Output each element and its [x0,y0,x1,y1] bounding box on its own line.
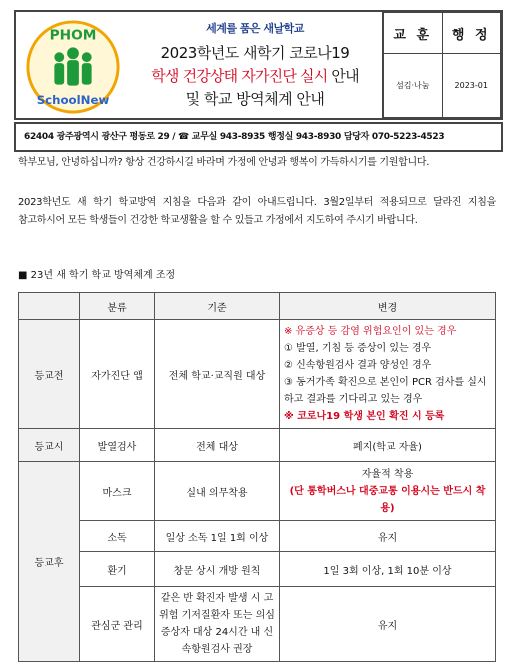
svg-text:PHOM: PHOM [49,27,97,44]
category-cell: 소독 [80,521,155,552]
title-line-2-rest: 안내 [327,67,359,85]
svg-text:SchoolNew: SchoolNew [36,93,110,108]
table-row [19,320,496,429]
header-category: 분류 [80,293,155,320]
change-cell [280,462,496,521]
table-header-row [19,293,496,320]
group-label: 등교시 [19,429,80,462]
change-cell [280,320,496,429]
criteria-cell: 같은 반 확진자 발생 시 고위험 기저질환자 또는 의심증상자 대상 24시간 내 신속항원검사 권장 [155,587,280,662]
school-name: 세계를 품은 새날학교 [206,22,304,35]
title-line-2 [124,65,386,86]
table-row [19,429,496,462]
page [8,8,505,660]
title-block [124,14,386,118]
greeting-paragraph: 학부모님, 안녕하십니까? 항상 건강하시길 바라며 가정에 안녕과 행복이 가득하시기를 기원합니다. [18,157,430,168]
criteria-cell: 전체 학교·교직원 대상 [155,320,280,429]
contact-address-bar: 62404 광주광역시 광산구 평동로 29 / ☎ 교무실 943-8935 행정실 943-8930 담당자 070-5223-4523 [14,122,503,152]
change-cell: 폐지(학교 자율) [280,429,496,462]
category-cell: 마스크 [80,462,155,521]
category-cell: 환기 [80,552,155,587]
category-cell: 자가진단 앱 [80,320,155,429]
change-cell: 1일 3회 이상, 1회 10분 이상 [280,552,496,587]
risk-item-3: ③ 동거가족 확진으로 본인이 PCR 검사를 실시하고 결과를 기다리고 있는 경우 [284,377,487,405]
mask-exception: (단 통학버스나 대중교통 이용시는 반드시 착용) [289,485,486,514]
motto-header: 교 훈 [384,13,443,54]
section-title: ■ 23년 새 학기 학교 방역체계 조정 [18,270,176,281]
motto-value: 섬김·나눔 [384,54,443,118]
mask-change: 자율적 착용 [361,468,414,480]
header-criteria: 기준 [155,293,280,320]
table-row [19,552,496,587]
criteria-cell: 전체 대상 [155,429,280,462]
document-header [14,10,503,120]
header-blank [19,293,80,320]
doc-number: 2023-01 [442,54,501,118]
table-row [19,587,496,662]
notice-paragraph: 2023학년도 새 학기 학교방역 지침을 다음과 같이 아내드립니다. 3월2일부터 적용되므로 달라진 지침을 참고하시어 모든 학생들이 건강한 학교생활을 할 수 있들고 가정에서 지도하여 주시기 바랍니다. [18,197,496,226]
table-row [19,462,496,521]
criteria-cell: 창문 상시 개방 원칙 [155,552,280,587]
header-change: 변경 [280,293,496,320]
group-label: 등교후 [19,462,80,662]
title-line-3: 및 학교 방역체계 안내 [185,90,325,108]
category-cell: 발열검사 [80,429,155,462]
change-cell: 유지 [280,521,496,552]
change-cell: 유지 [280,587,496,662]
criteria-cell: 실내 의무착용 [155,462,280,521]
risk-item-1: ① 발열, 기침 등 증상이 있는 경우 [284,343,432,354]
group-label: 등교전 [19,320,80,429]
title-line-1: 2023학년도 새학기 코로나19 [160,44,350,62]
admin-header: 행 정 [442,13,501,54]
table-row [19,521,496,552]
criteria-cell: 일상 소독 1일 1회 이상 [155,521,280,552]
school-logo [24,18,122,116]
title-highlight: 학생 건강상태 자가진단 실시 [151,67,328,85]
header-side-table [382,12,501,118]
risk-note: ※ 유증상 등 감염 위험요인이 있는 경우 [284,326,457,337]
quarantine-table [18,292,496,662]
register-note: ※ 코로나19 학생 본인 확진 시 등록 [284,411,445,422]
risk-item-2: ② 신속항원검사 결과 양성인 경우 [284,360,432,371]
category-cell: 관심군 관리 [80,587,155,662]
